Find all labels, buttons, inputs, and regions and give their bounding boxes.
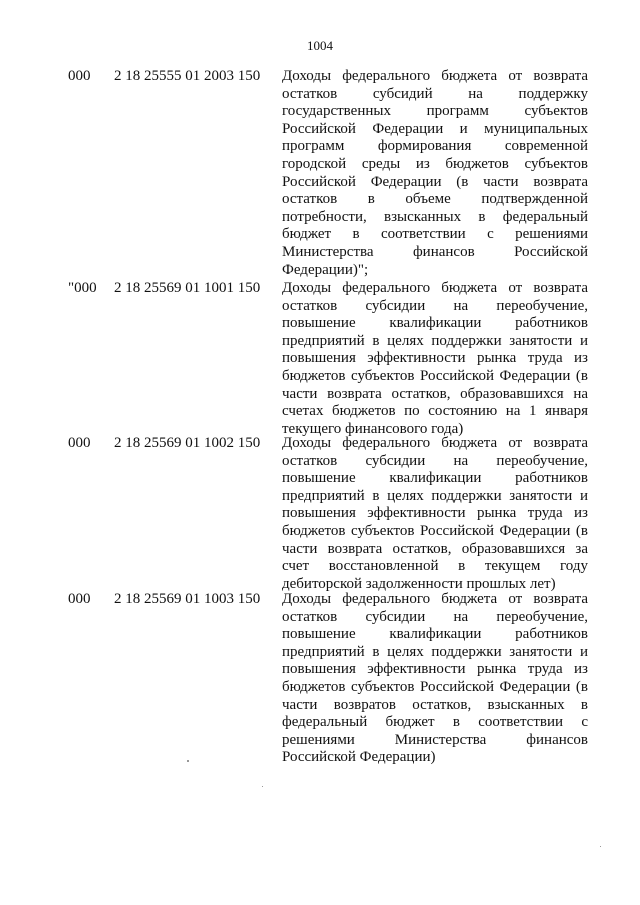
description-line: остатков субсидии на переобучение, xyxy=(282,608,588,625)
description-line: Российской Федерации (в части возврата xyxy=(282,173,588,190)
description-line: остатков субсидии на переобучение, xyxy=(282,297,588,314)
description-line: бюджетов субъектов Российской Федерации (в xyxy=(282,678,588,695)
description-line: Доходы федерального бюджета от возврата xyxy=(282,435,588,451)
description-line: программ формирования современной xyxy=(282,138,588,155)
admin-code: 000 xyxy=(68,68,91,84)
budget-classification-code: 2 18 25569 01 1002 150 xyxy=(114,435,261,451)
admin-code: "000 xyxy=(68,280,97,296)
entry-description xyxy=(282,280,588,438)
description-line: бюджет в соответствии с решениями xyxy=(282,226,588,243)
description-line: Российской Федерации) xyxy=(282,749,436,766)
description-line: остатков субсидий на поддержку xyxy=(282,85,588,102)
description-line: части возвратов остатков, взысканных в xyxy=(282,696,588,713)
scan-speck xyxy=(187,760,189,762)
description-line: решениями Министерства финансов xyxy=(282,731,588,748)
entry-description xyxy=(282,435,588,593)
admin-code: 000 xyxy=(68,591,91,607)
admin-code: 000 xyxy=(68,435,91,451)
description-line: предприятий в целях поддержки занятости и xyxy=(282,643,588,660)
budget-classification-code: 2 18 25555 01 2003 150 xyxy=(114,68,261,84)
description-line: государственных программ субъектов xyxy=(282,103,588,120)
description-line: городской среды из бюджетов субъектов xyxy=(282,155,588,172)
scan-speck xyxy=(600,846,601,847)
description-line: части возврата остатков, образовавшихся на xyxy=(282,385,588,402)
description-line: остатков субсидии на переобучение, xyxy=(282,452,588,469)
description-line: повышения эффективности рынка труда из xyxy=(282,661,588,678)
scan-speck xyxy=(262,786,263,787)
entry-description xyxy=(282,591,588,767)
entry-description xyxy=(282,68,588,279)
budget-classification-code: 2 18 25569 01 1001 150 xyxy=(114,280,261,296)
description-line: повышения эффективности рынка труда из xyxy=(282,505,588,522)
description-line: федеральный бюджет в соответствии с xyxy=(282,714,588,731)
description-line: Министерства финансов Российской xyxy=(282,243,588,260)
description-line: повышение квалификации работников xyxy=(282,626,588,643)
description-line: Доходы федерального бюджета от возврата xyxy=(282,591,588,607)
description-line: повышение квалификации работников xyxy=(282,470,588,487)
description-line: части возврата остатков, образовавшихся за xyxy=(282,540,588,557)
description-line: дебиторской задолженности прошлых лет) xyxy=(282,575,556,592)
description-line: потребности, взысканных в федеральный xyxy=(282,208,588,225)
description-line: бюджетов субъектов Российской Федерации (в xyxy=(282,522,588,539)
description-line: остатков в объеме подтвержденной xyxy=(282,191,588,208)
description-line: повышения эффективности рынка труда из xyxy=(282,350,588,367)
description-line: повышение квалификации работников xyxy=(282,315,588,332)
description-line: Доходы федерального бюджета от возврата xyxy=(282,68,588,84)
description-line: предприятий в целях поддержки занятости и xyxy=(282,332,588,349)
page-number: 1004 xyxy=(307,38,333,53)
description-line: предприятий в целях поддержки занятости и xyxy=(282,487,588,504)
description-line: бюджетов субъектов Российской Федерации (в xyxy=(282,367,588,384)
description-line: счет восстановленной в текущем году xyxy=(282,558,588,575)
description-line: Федерации)"; xyxy=(282,261,369,278)
description-line: Доходы федерального бюджета от возврата xyxy=(282,280,588,296)
budget-classification-code: 2 18 25569 01 1003 150 xyxy=(114,591,261,607)
description-line: Российской Федерации и муниципальных xyxy=(282,120,588,137)
description-line: счетах бюджетов по состоянию на 1 января xyxy=(282,403,588,420)
description-line: текущего финансового года) xyxy=(282,420,464,437)
